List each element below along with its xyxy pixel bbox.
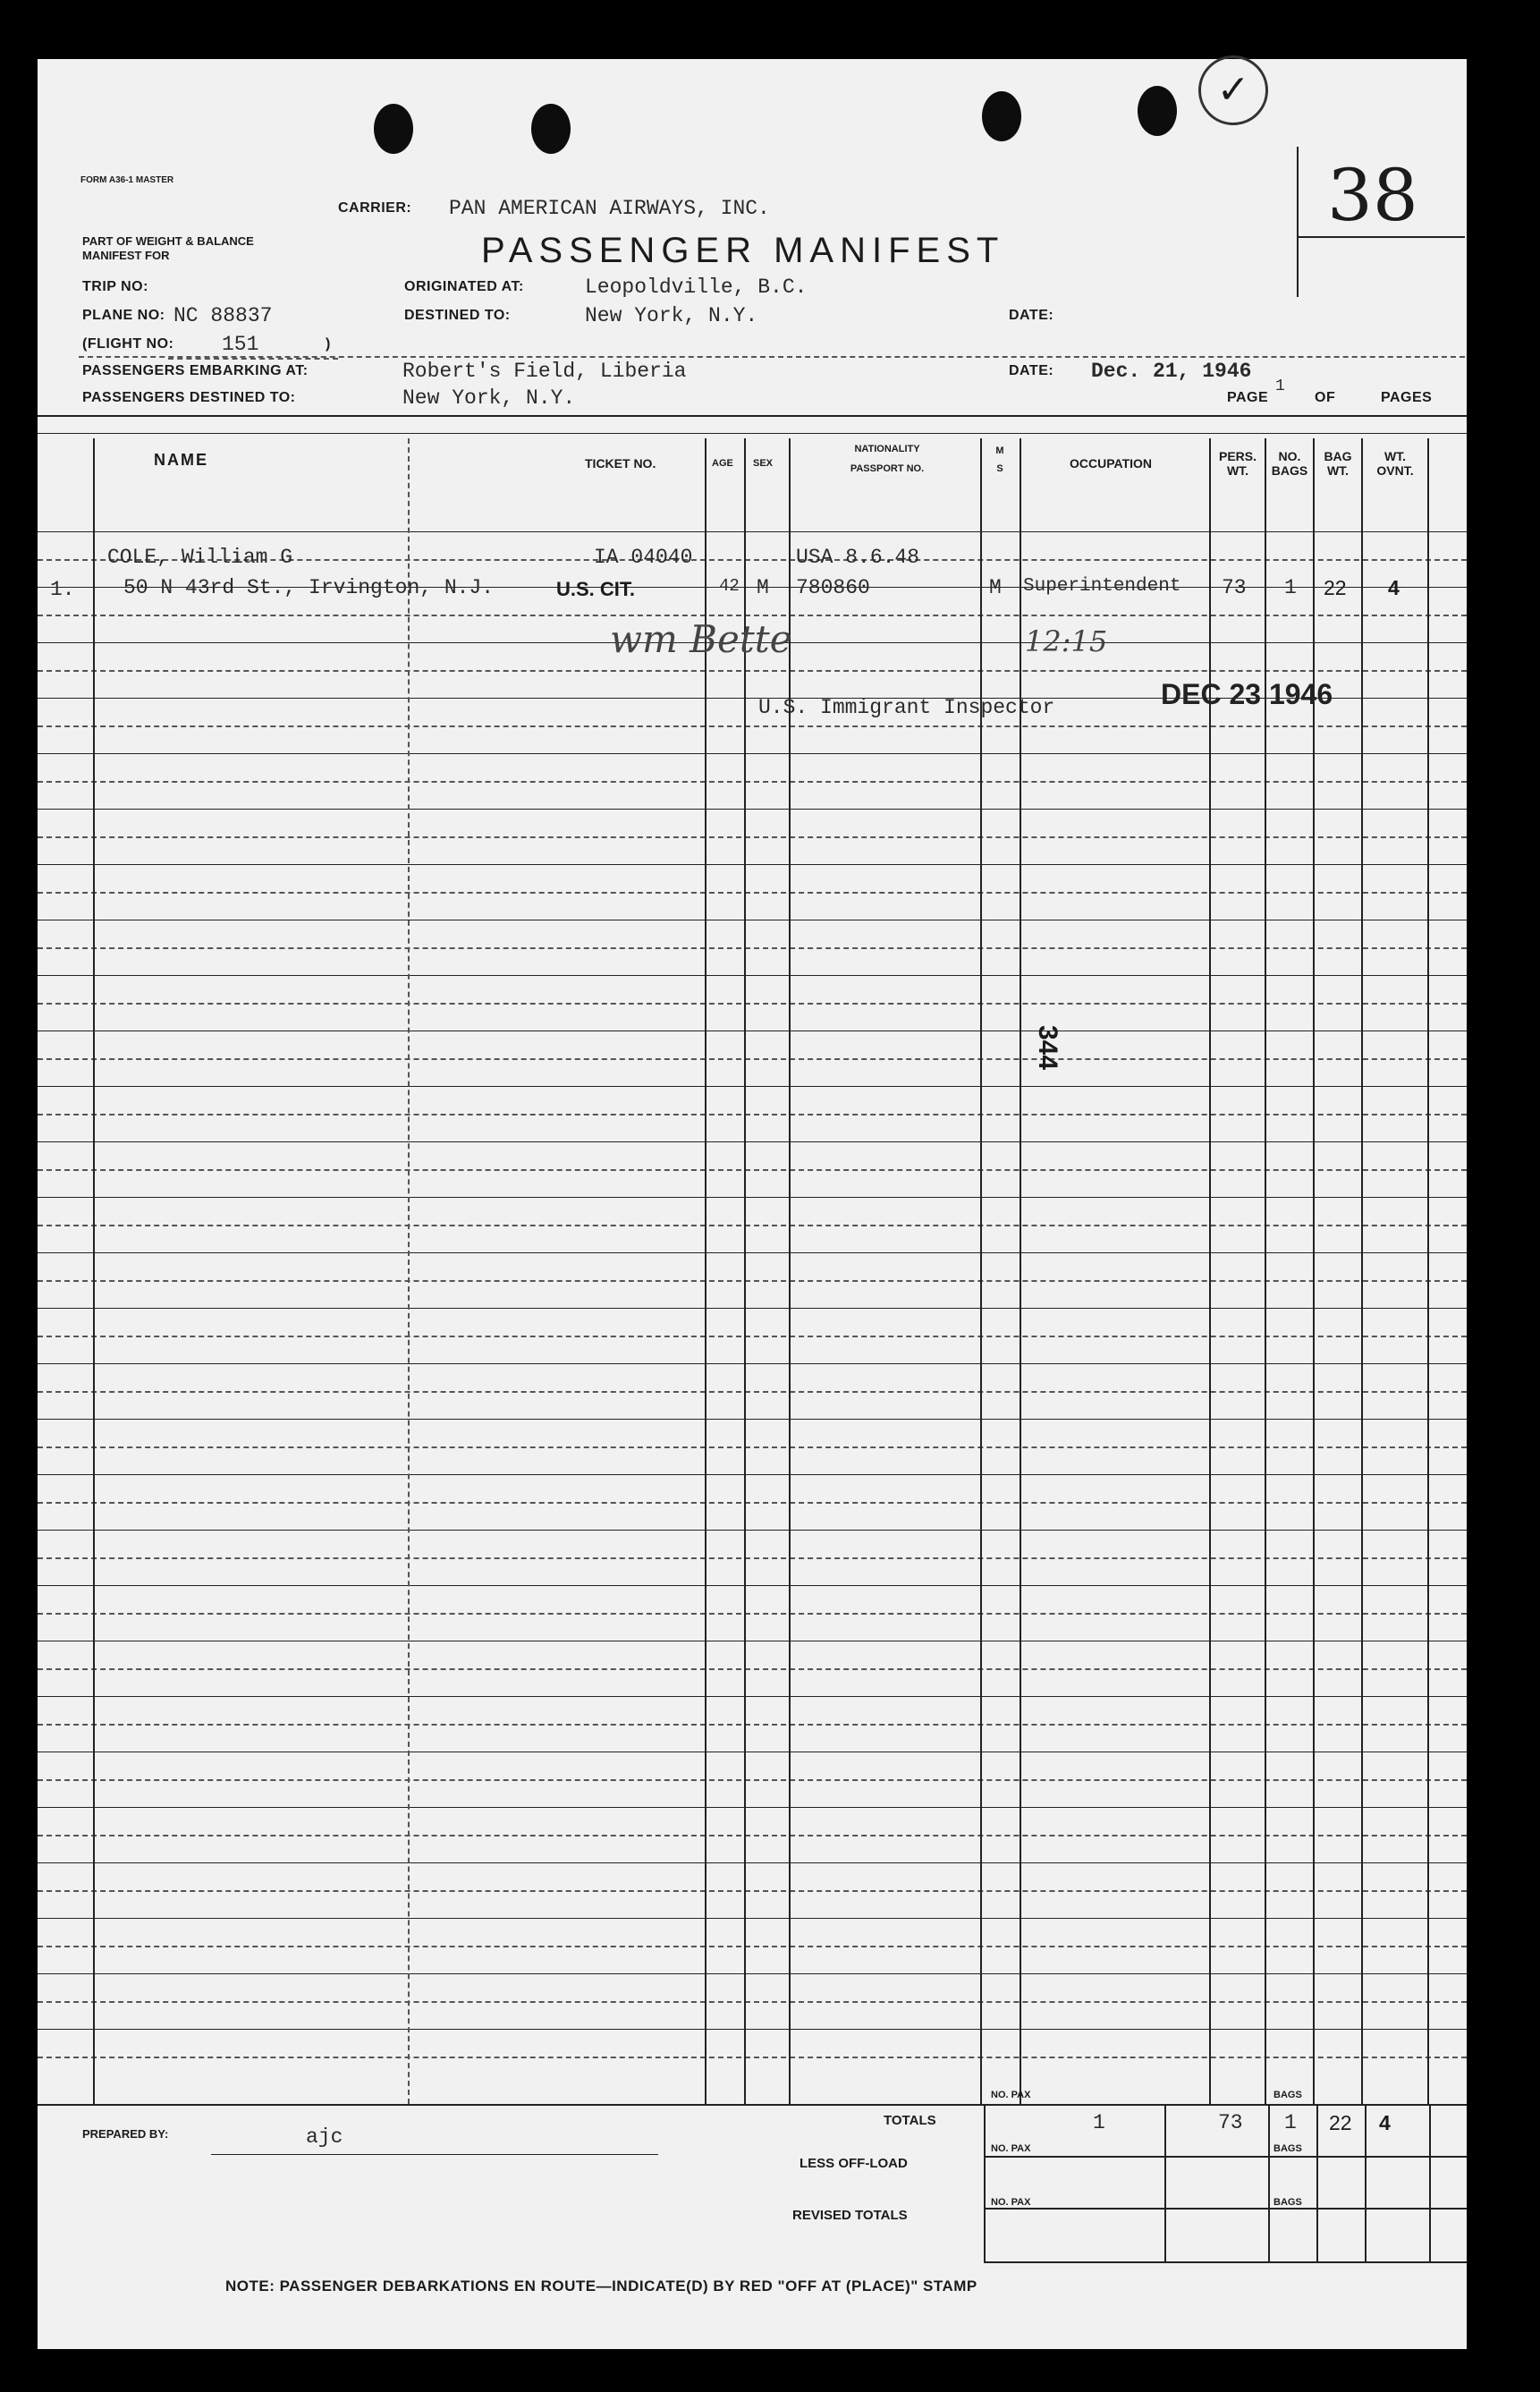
col-bag-wt-2: WT. [1326, 463, 1350, 478]
table-rule [38, 1862, 1467, 1863]
destined-pax-value[interactable]: New York, N.Y. [402, 386, 576, 410]
inspection-time: 12:15 [1025, 624, 1108, 658]
flight-no-value[interactable]: 151 [222, 333, 259, 356]
no-pax-label-1: NO. PAX [991, 2090, 1031, 2100]
col-marital-m: M [995, 445, 1004, 456]
inspector-label: U.S. Immigrant Inspector [758, 696, 1055, 719]
table-rule [38, 1835, 1467, 1836]
flight-no-close: ) [326, 336, 331, 352]
table-rule [38, 1280, 1467, 1282]
date-label: DATE: [1009, 308, 1054, 323]
punch-hole [1138, 86, 1177, 136]
table-rule [38, 1197, 1467, 1198]
table-rule [38, 1446, 1467, 1448]
total-bags[interactable]: 1 [1284, 2111, 1297, 2134]
flight-no-label: (FLIGHT NO: [82, 336, 174, 352]
table-rule [38, 1141, 1467, 1142]
page-value[interactable]: 1 [1275, 377, 1285, 395]
passenger-sex[interactable]: M [757, 576, 769, 599]
no-pax-label-3: NO. PAX [991, 2197, 1031, 2208]
col-marital-s: S [996, 463, 1003, 474]
table-rule [38, 1585, 1467, 1586]
passenger-pers-wt[interactable]: 73 [1222, 576, 1247, 599]
table-rule [38, 1336, 1467, 1337]
table-rule [38, 2057, 1467, 2058]
page-label: PAGE [1227, 390, 1269, 405]
col-wt-ovnt-2: OVNT. [1376, 463, 1414, 478]
col-pers-wt-1: PERS. [1218, 449, 1257, 463]
passenger-nationality[interactable]: USA 8.6.48 [796, 546, 920, 569]
passenger-wt-ovnt[interactable]: 4 [1388, 576, 1400, 599]
table-rule [38, 892, 1467, 894]
passenger-table [38, 435, 1467, 2161]
col-sex: SEX [753, 458, 774, 469]
ticket-number[interactable]: IA 04040 [594, 546, 693, 569]
col-nationality-bottom: PASSPORT NO. [850, 463, 925, 474]
table-rule [38, 1363, 1467, 1364]
table-rule [38, 1557, 1467, 1559]
prepared-by-value[interactable]: ajc [306, 2125, 343, 2149]
table-rule [38, 1474, 1467, 1475]
col-occupation: OCCUPATION [1070, 456, 1153, 471]
table-rule [38, 1696, 1467, 1697]
col-marital [984, 442, 1016, 478]
bags-label-1: BAGS [1273, 2090, 1302, 2100]
col-bag-wt-1: BAG [1324, 449, 1352, 463]
col-pers-wt [1211, 449, 1265, 478]
col-nationality [798, 442, 977, 476]
col-no-bags-2: BAGS [1271, 463, 1308, 478]
row-number: 1. [50, 578, 75, 601]
total-pers-wt[interactable]: 73 [1218, 2111, 1243, 2134]
table-rule [38, 1114, 1467, 1115]
passenger-passport[interactable]: 780860 [796, 576, 870, 599]
footer-note: NOTE: PASSENGER DEBARKATIONS EN ROUTE—INDICATE(D) BY RED "OFF AT (PLACE)" STAMP [225, 2277, 977, 2294]
originated-label: ORIGINATED AT: [404, 279, 524, 294]
passenger-bag-wt[interactable]: 22 [1324, 576, 1347, 599]
table-rule [38, 864, 1467, 865]
col-no-bags [1266, 449, 1313, 478]
punch-hole [374, 104, 413, 154]
table-rule [38, 1918, 1467, 1919]
inspector-signature: wm Bette [610, 617, 792, 661]
part-of-label [82, 234, 254, 263]
col-ticket: TICKET NO. [585, 456, 656, 471]
part-of-line-1: PART OF WEIGHT & BALANCE [82, 234, 254, 248]
passenger-marital[interactable]: M [989, 576, 1002, 599]
col-no-bags-1: NO. [1278, 449, 1301, 463]
inspection-stamp-date: DEC 23 1946 [1161, 678, 1333, 710]
destined-label: DESTINED TO: [404, 308, 511, 323]
table-rule [38, 1973, 1467, 1974]
table-rule [38, 1502, 1467, 1504]
destined-pax-label: PASSENGERS DESTINED TO: [82, 390, 296, 405]
table-rule [38, 2001, 1467, 2003]
date2-value[interactable]: Dec. 21, 1946 [1091, 360, 1252, 383]
no-pax-label-2: NO. PAX [991, 2143, 1031, 2154]
col-bag-wt [1315, 449, 1361, 478]
table-rule [38, 1058, 1467, 1060]
punch-hole [982, 91, 1021, 141]
passenger-age[interactable]: 42 [719, 576, 740, 596]
table-rule [38, 2029, 1467, 2030]
col-pers-wt-2: WT. [1226, 463, 1249, 478]
table-rule [38, 1807, 1467, 1808]
table-rule [38, 1724, 1467, 1726]
table-rule [38, 1419, 1467, 1420]
table-rule [38, 1225, 1467, 1226]
col-wt-ovnt-1: WT. [1383, 449, 1407, 463]
bags-label-2: BAGS [1273, 2143, 1302, 2154]
pages-label: PAGES [1381, 390, 1433, 405]
table-rule [38, 670, 1467, 672]
off-load-label: LESS OFF-LOAD [800, 2156, 908, 2171]
inspection-stamp-number: 344 [1033, 1025, 1062, 1071]
table-rule [38, 1169, 1467, 1171]
total-bag-wt[interactable]: 22 [1329, 2111, 1352, 2134]
table-rule [38, 975, 1467, 976]
table-rule [38, 1252, 1467, 1253]
passenger-address[interactable]: 50 N 43rd St., Irvington, N.J. [123, 576, 495, 599]
table-rule [38, 1890, 1467, 1892]
plane-no-label: PLANE NO: [82, 308, 165, 323]
check-mark-glyph: ✓ [1216, 68, 1250, 112]
manifest-page [38, 59, 1467, 2349]
originated-value[interactable]: Leopoldville, B.C. [585, 276, 808, 299]
part-of-line-2: MANIFEST FOR [82, 249, 170, 262]
carrier-label: CARRIER: [338, 200, 412, 216]
table-rule [38, 1308, 1467, 1309]
table-rule [38, 836, 1467, 838]
table-rule [38, 1779, 1467, 1781]
form-code: FORM A36-1 MASTER [80, 175, 174, 185]
prepared-by-label: PREPARED BY: [82, 2127, 169, 2141]
col-name: NAME [154, 451, 208, 469]
date2-label: DATE: [1009, 363, 1054, 378]
table-rule [38, 1668, 1467, 1670]
total-wt-ovnt[interactable]: 4 [1379, 2111, 1391, 2134]
citizen-note: U.S. CIT. [556, 578, 636, 600]
check-mark [1198, 55, 1268, 125]
table-rule [38, 1003, 1467, 1005]
table-rule [38, 1946, 1467, 1947]
passenger-name[interactable]: COLE, William G [107, 546, 293, 569]
table-rule [38, 947, 1467, 949]
table-rule [38, 531, 1467, 532]
table-rule [38, 781, 1467, 783]
table-rule [38, 1391, 1467, 1393]
plane-no-value[interactable]: NC 88837 [173, 304, 273, 327]
passenger-occupation[interactable]: Superintendent [1023, 576, 1181, 597]
revised-totals-label: REVISED TOTALS [792, 2208, 908, 2223]
bags-label-3: BAGS [1273, 2197, 1302, 2208]
col-wt-ovnt [1363, 449, 1427, 478]
table-rule [38, 753, 1467, 754]
col-age: AGE [712, 458, 733, 469]
embarking-label: PASSENGERS EMBARKING AT: [82, 363, 309, 378]
table-rule [38, 1613, 1467, 1615]
of-label: OF [1315, 390, 1336, 405]
table-rule [38, 1530, 1467, 1531]
carrier-value: PAN AMERICAN AIRWAYS, INC. [449, 197, 770, 220]
form-title: PASSENGER MANIFEST [481, 231, 1005, 270]
embarking-value[interactable]: Robert's Field, Liberia [402, 360, 687, 383]
totals-label: TOTALS [884, 2113, 936, 2128]
page-number: 38 [1327, 154, 1418, 237]
col-nationality-top: NATIONALITY [854, 444, 920, 454]
total-pax[interactable]: 1 [1093, 2111, 1105, 2134]
table-rule [38, 1086, 1467, 1087]
table-rule [38, 809, 1467, 810]
punch-hole [531, 104, 571, 154]
destined-value[interactable]: New York, N.Y. [585, 304, 758, 327]
trip-no-label: TRIP NO: [82, 279, 148, 294]
table-rule [38, 725, 1467, 727]
table-rule [38, 615, 1467, 616]
passenger-bags[interactable]: 1 [1284, 576, 1297, 599]
